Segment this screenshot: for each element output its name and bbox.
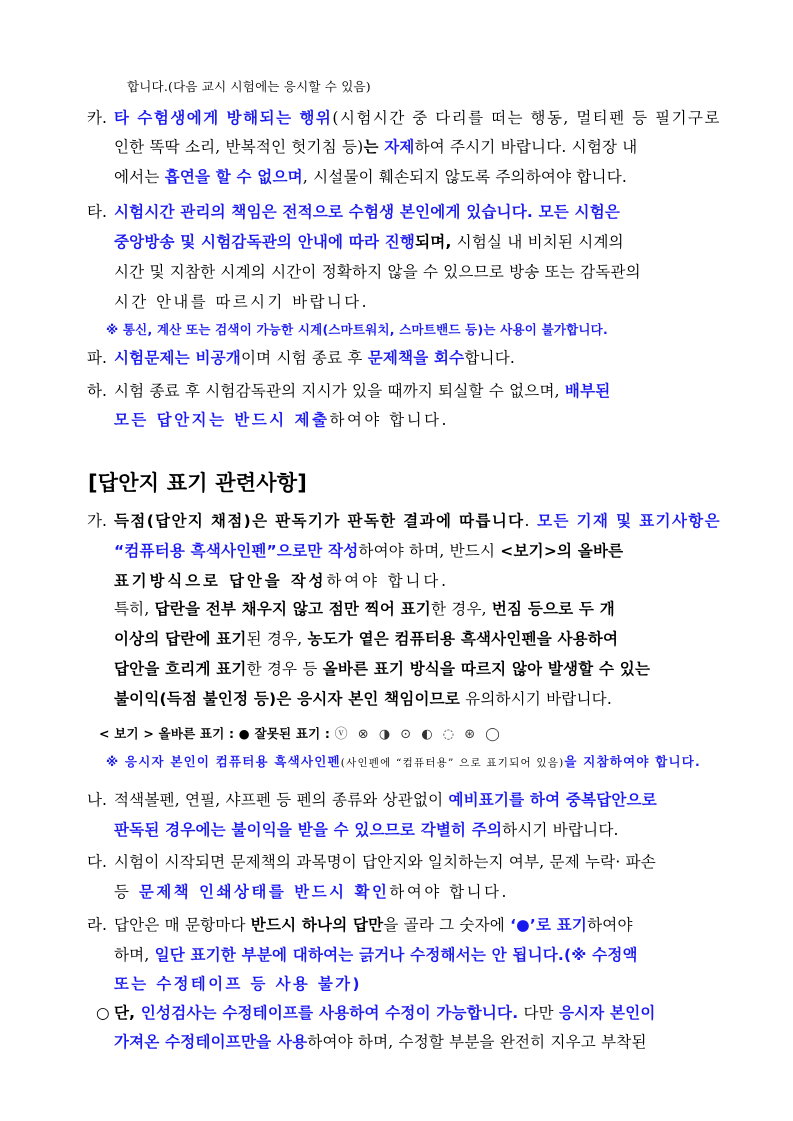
text-run: 배부된 [564, 382, 611, 400]
item-marker: 라. [87, 916, 107, 934]
text-line [114, 790, 657, 810]
text-run: 불이익(득점 불인정 등)은 응시자 본인 책임이므로 [114, 690, 461, 708]
text-run: “컴퓨터용 흑색사인펜”으로만 작성 [114, 542, 359, 560]
text-line [114, 571, 449, 591]
text-run: ‘●’로 표기 [510, 916, 588, 934]
item-marker: 하. [87, 382, 107, 400]
text-run: 인성검사는 수정테이프를 사용하여 수정이 가능합니다. [140, 1004, 519, 1022]
item-marker: 카. [87, 109, 107, 127]
text-run: 모든 기재 및 표기사항은 [537, 512, 722, 530]
text-run: 유의하시기 바랍니다. [460, 690, 612, 708]
text-line [114, 659, 650, 679]
text-run: (사인펜에 “컴퓨터용” 으로 표기되어 있음) [340, 757, 565, 769]
text-run: [답안지 표기 관련사항] [88, 471, 307, 495]
text-run: ※ 통신, 계산 또는 검색이 가능한 시계(스마트워치, 스마트밴드 등)는 사용이 불가합니다. [106, 322, 608, 337]
text-run: 올바른 표기 방식을 따르지 않아 발생할 수 있는 [322, 660, 651, 678]
text-run: 에서는 [114, 168, 165, 186]
text-run: 가져온 수정테이프만을 사용 [114, 1033, 308, 1051]
text-run: 한 경우 등 [246, 660, 323, 678]
text-run: 하여야 합니다. [329, 411, 450, 429]
item-marker: 나. [87, 791, 107, 809]
text-run: 단, [114, 1004, 141, 1022]
text-run: 시험시간 관리의 책임은 전적으로 수험생 본인에게 있습니다. 모든 시험은 [114, 203, 621, 221]
text-run: 중앙방송 및 시험감독관의 안내에 따라 진행 [114, 233, 416, 251]
text-run: 예비표기를 하여 중복답안으로 [448, 791, 657, 809]
text-run: 합니다. [464, 349, 516, 367]
text-line [114, 108, 721, 128]
text-run: 이상의 답란에 표기 [114, 630, 247, 648]
text-line [114, 292, 369, 312]
text-line [114, 820, 619, 840]
text-line [114, 232, 624, 252]
text-run: , 시설물이 훼손되지 않도록 주의하여야 합니다. [302, 168, 628, 186]
text-run: 시험이 시작되면 문제책의 과목명이 답안지와 일치하는지 여부, 문제 누락· 파손 [114, 853, 656, 871]
text-run: 특히, [114, 600, 155, 618]
text-run: ⓥ ⊗ ◑ ⊙ ◐ ◌ ⊛ ◯ [334, 727, 503, 742]
text-run: 농도가 옅은 컴퓨터용 흑색사인펜을 사용하여 [307, 630, 619, 648]
text-run: 인한 똑딱 소리, 반복적인 헛기침 등) [114, 138, 364, 156]
text-line [114, 410, 449, 430]
text-run: 모든 답안지는 반드시 제출 [114, 411, 330, 429]
text-line [114, 137, 637, 157]
text-run: 문제책을 회수 [367, 349, 465, 367]
text-run: 다만 [518, 1004, 559, 1022]
text-run: . [524, 512, 538, 530]
text-run: 이며 시험 종료 후 [240, 349, 368, 367]
text-run: 답안을 흐리게 표기 [114, 660, 247, 678]
item-marker: 타. [87, 203, 107, 221]
text-line [114, 1003, 656, 1023]
text-line [114, 852, 656, 872]
text-run: 시험실 내 비치된 시계의 [451, 233, 624, 251]
text-run: 답란을 전부 채우지 않고 점만 찍어 표기 [154, 600, 431, 618]
text-run: 시간 및 지참한 시계의 시간이 정확하지 않을 수 있으므로 방송 또는 감독관의 [114, 263, 641, 281]
text-line [114, 541, 623, 561]
text-run: < 보기 > 올바른 표기 : ● 잘못된 표기 : [99, 726, 335, 741]
text-run: (시험시간 중 다리를 떠는 행동, 멀티펜 등 필기구로 [332, 109, 722, 127]
text-run: 하여야 [587, 916, 633, 934]
text-run: 타 수험생에게 방해되는 행위 [114, 109, 333, 127]
text-run: <보기>의 올바른 [500, 542, 624, 560]
text-line [106, 751, 701, 773]
text-line [106, 319, 608, 340]
text-run: 된 경우, [246, 630, 308, 648]
text-run: 흡연을 할 수 없으며 [164, 168, 303, 186]
text-run: 되며, [415, 233, 452, 251]
text-run: ※ 응시자 본인이 컴퓨터용 흑색사인펜 [106, 754, 341, 769]
text-line [99, 723, 503, 745]
text-run: 응시자 본인이 [558, 1004, 656, 1022]
text-run: 시간 안내를 따르시기 바랍니다. [114, 293, 370, 311]
text-run: 하며, [114, 946, 155, 964]
text-line [114, 882, 509, 902]
text-run: 하여야 합니다. [326, 572, 449, 590]
text-line [114, 1032, 647, 1052]
item-marker: ○ [96, 1004, 110, 1022]
text-line [114, 599, 615, 619]
text-run: 시험문제는 비공개 [114, 349, 241, 367]
text-line [114, 381, 610, 401]
text-line [114, 262, 641, 282]
text-line [114, 974, 362, 994]
text-run: 하시기 바랍니다. [502, 821, 619, 839]
text-run: 하여야 하며, 수정할 부분을 완전히 지우고 부착된 [307, 1033, 647, 1051]
text-run: 표기방식으로 답안을 작성 [114, 572, 327, 590]
text-line [114, 167, 627, 187]
text-line [114, 915, 633, 935]
text-run: 합니다.(다음 교시 시험에는 응시할 수 있음) [127, 79, 371, 94]
text-run: 문제책 인쇄상태를 반드시 확인 [138, 883, 390, 901]
section-heading [88, 470, 307, 496]
text-line [127, 76, 371, 97]
text-run: 을 지참하여야 합니다. [564, 754, 701, 769]
text-run: 을 골라 그 숫자에 [383, 916, 511, 934]
text-line [114, 348, 515, 368]
text-run: 반드시 하나의 답만 [250, 916, 384, 934]
text-run: 등 [114, 883, 139, 901]
text-run: 시험 종료 후 시험감독관의 지시가 있을 때까지 퇴실할 수 없으며, [114, 382, 565, 400]
text-run: 한 경우, [430, 600, 492, 618]
item-marker: 다. [87, 853, 107, 871]
text-line [114, 689, 612, 709]
text-run: 하여 주시기 바랍니다. 시험장 내 [414, 138, 638, 156]
text-line [114, 945, 638, 965]
text-run: 자제 [384, 138, 415, 156]
text-run: 또는 수정테이프 등 사용 불가) [114, 975, 363, 993]
text-run: 적색볼펜, 연필, 샤프펜 등 펜의 종류와 상관없이 [114, 791, 449, 809]
text-line [114, 202, 620, 222]
text-run: 는 [363, 138, 385, 156]
text-run: 하여야 하며, 반드시 [358, 542, 501, 560]
item-marker: 가. [87, 512, 107, 530]
item-marker: 파. [87, 349, 107, 367]
text-line [114, 629, 618, 649]
text-run: 판독된 경우에는 불이익을 받을 수 있으므로 각별히 주의 [114, 821, 503, 839]
text-run: 일단 표기한 부분에 대하여는 긁거나 수정해서는 안 됩니다.(※ 수정액 [154, 946, 638, 964]
text-run: 번짐 등으로 두 개 [491, 600, 615, 618]
text-run: 득점(답안지 채점)은 판독기가 판독한 결과에 따릅니다 [114, 512, 525, 530]
text-run: 하여야 합니다. [389, 883, 510, 901]
text-line [114, 511, 721, 531]
text-run: 답안은 매 문항마다 [114, 916, 251, 934]
